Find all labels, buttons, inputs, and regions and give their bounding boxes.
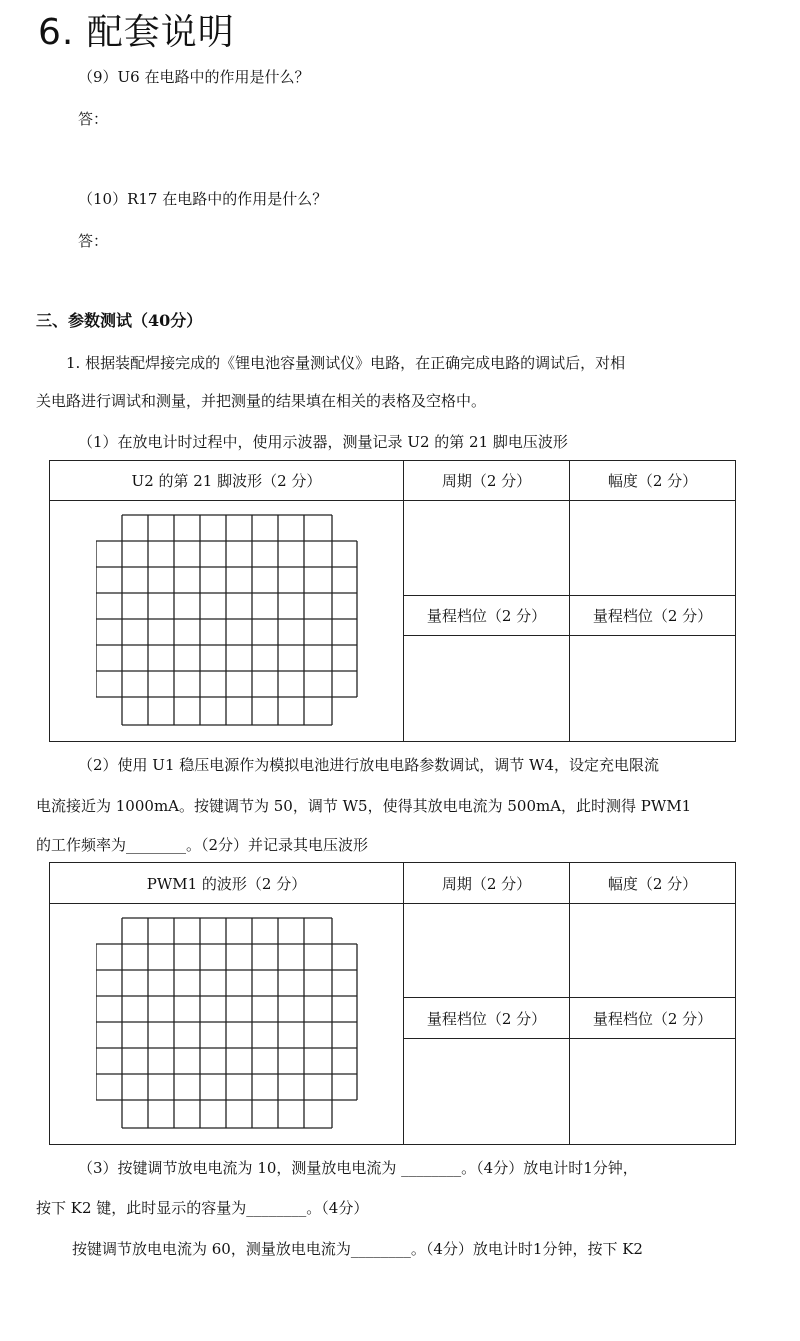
question-9: （9）U6 在电路中的作用是什么？ [78, 68, 310, 86]
range-header-2: 量程档位（2 分） [570, 596, 736, 636]
item-2-line-2: 电流接近为 1000mA。按键调节为 50，调节 W5，使得其放电电流为 500mA，此时测得 PWM1 [36, 797, 692, 815]
item-2-line-1: （2）使用 U1 稳压电源作为模拟电池进行放电电路参数调试，调节 W4，设定充电限流 [78, 756, 659, 774]
amplitude-answer-cell[interactable] [570, 904, 736, 998]
range-answer-cell-2[interactable] [570, 636, 736, 742]
item-3-line-1: （3）按键调节放电电流为 10，测量放电电流为 ________。（4分）放电计时1分钟， [78, 1159, 638, 1177]
answer-label-10: 答： [78, 232, 109, 250]
waveform-header: PWM1 的波形（2 分） [50, 863, 404, 904]
answer-label-9: 答： [78, 110, 109, 128]
page-title: 6. 配套说明 [38, 12, 235, 53]
range-answer-cell-2[interactable] [570, 1039, 736, 1145]
intro-line-2: 关电路进行调试和测量，并把测量的结果填在相关的表格及空格中。 [36, 392, 487, 410]
item-4-line-1: 按键调节放电电流为 60，测量放电电流为________。（4分）放电计时1分钟，按下 K2 [72, 1240, 643, 1258]
item-2-line-3: 的工作频率为________。（2分）并记录其电压波形 [36, 836, 369, 854]
section-heading: 三、参数测试（40分） [36, 311, 203, 330]
range-answer-cell-1[interactable] [404, 636, 570, 742]
waveform-header: U2 的第 21 脚波形（2 分） [50, 461, 404, 501]
period-header: 周期（2 分） [404, 863, 570, 904]
oscilloscope-grid-2 [96, 917, 358, 1129]
range-header-1: 量程档位（2 分） [404, 998, 570, 1039]
question-10: （10）R17 在电路中的作用是什么？ [78, 190, 328, 208]
period-answer-cell[interactable] [404, 904, 570, 998]
amplitude-answer-cell[interactable] [570, 501, 736, 596]
intro-line-1: 1. 根据装配焊接完成的《锂电池容量测试仪》电路，在正确完成电路的调试后，对相 [66, 354, 626, 372]
amplitude-header: 幅度（2 分） [570, 461, 736, 501]
item-3-line-2: 按下 K2 键，此时显示的容量为________。（4分） [36, 1199, 369, 1217]
oscilloscope-grid-1 [96, 514, 358, 726]
item-1-text: （1）在放电计时过程中，使用示波器，测量记录 U2 的第 21 脚电压波形 [78, 433, 568, 451]
period-header: 周期（2 分） [404, 461, 570, 501]
amplitude-header: 幅度（2 分） [570, 863, 736, 904]
range-header-2: 量程档位（2 分） [570, 998, 736, 1039]
range-answer-cell-1[interactable] [404, 1039, 570, 1145]
range-header-1: 量程档位（2 分） [404, 596, 570, 636]
period-answer-cell[interactable] [404, 501, 570, 596]
